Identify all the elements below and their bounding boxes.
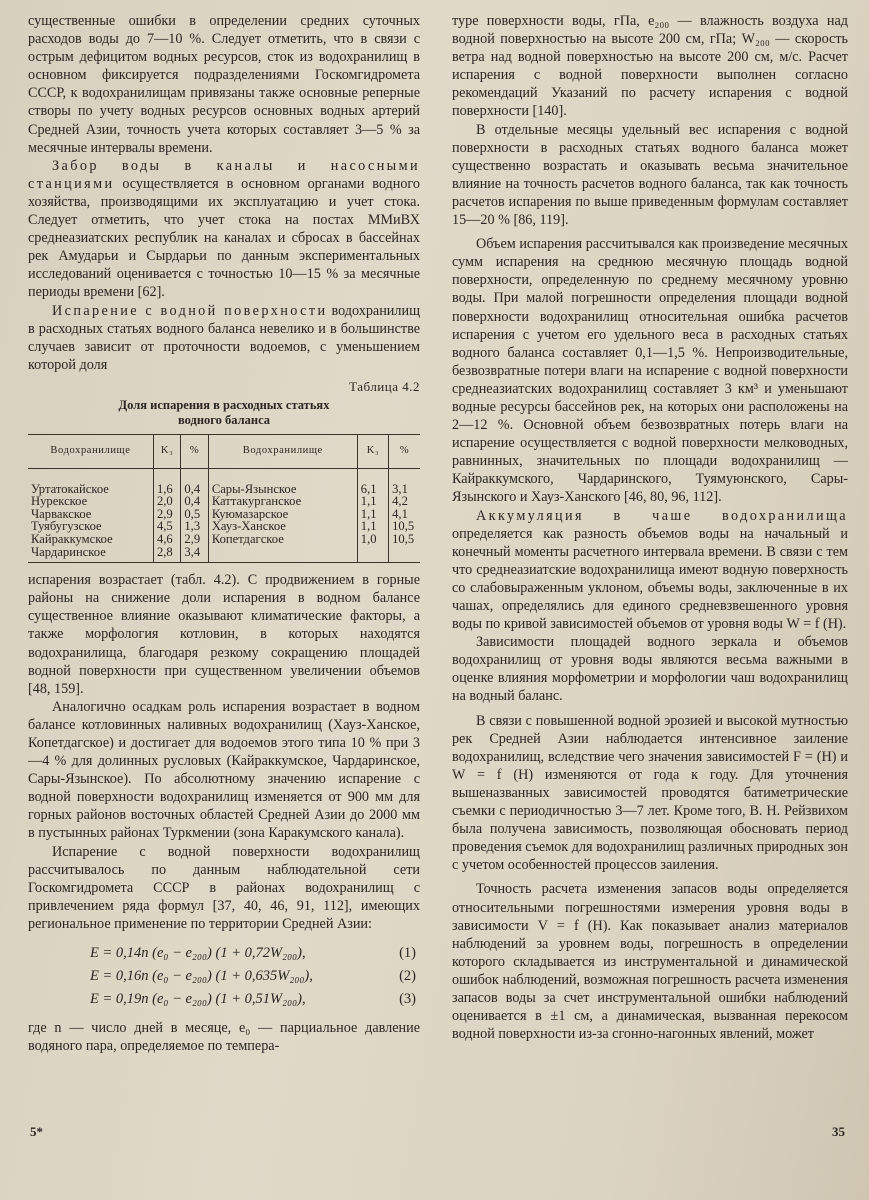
formula-2	[28, 967, 420, 985]
table-cell: Чарвакское	[28, 508, 153, 521]
table-cell: Уртатокайское	[28, 468, 153, 495]
formula-number: (1)	[399, 945, 416, 961]
table-cell: 1,1	[357, 508, 388, 521]
table-cell: Куюмазарское	[208, 508, 357, 521]
table-cell: 2,8	[153, 546, 180, 563]
table-cell: Каттакурганское	[208, 495, 357, 508]
table-header: K₃	[357, 434, 388, 468]
table-cell: 4,5	[153, 520, 180, 533]
paragraph-text: определяется как разность объемов воды на начальный и конечный моменты расчетного интервала времени. В связи с тем что среднеазиатские водохранилища имеют водную поверхность со слабовыраженным уклоном, объемы воды, заключенные в их чашах, определялись для единого средневзвешенного уровня воды по кривой зависимостей объемов от уровня воды W = f (H).	[452, 525, 848, 633]
table-cell: 1,1	[357, 495, 388, 508]
table-cell: 1,6	[153, 468, 180, 495]
table-cell	[389, 546, 420, 563]
table-title-line: Доля испарения в расходных статьях	[118, 397, 330, 412]
formula-1	[28, 944, 420, 962]
table-cell: 6,1	[357, 468, 388, 495]
table-cell: 0,5	[181, 508, 208, 521]
table-cell: 10,5	[392, 531, 415, 546]
formula-expression: E = 0,16n (e₀ − e₂₀₀) (1 + 0,635W₂₀₀),	[90, 968, 313, 985]
left-column	[28, 12, 420, 1055]
paragraph: Зависимости площадей водного зеркала и объемов водохранилищ от уровня воды являются весьма важными в оценке влияния морфометрии и морфологии чаш водохранилищ на водный баланс.	[452, 634, 848, 705]
table-cell: 0,4	[181, 468, 208, 495]
paragraph: Испарение с водной поверхности водохранилищ рассчитывалось по данным наблюдательной сети Госкомгидромета СССР в районах водохранилищ с привлечением ряда формул [37, 40, 46, 91, 112], имеющих региональное применение по территории Средней Азии:	[28, 843, 420, 932]
paragraph: испарения возрастает (табл. 4.2). С продвижением в горные районы на снижение доли испарения в водном балансе существенное влияние оказывают климатические факторы, а также морфология котловин, в которых находятся водохранилища, благодаря резкому сокращению площадей водной поверхности при существенном увеличении объемов [48, 159].	[28, 572, 420, 697]
table-caption: Таблица 4.2	[349, 378, 420, 394]
page-number: 35	[832, 1124, 845, 1139]
table-cell: Нурекское	[28, 495, 153, 508]
right-column	[452, 12, 848, 1043]
paragraph: В отдельные месяцы удельный вес испарения с водной поверхности в расходных статьях водного баланса может существенно возрастать и оказывать весьма значительное влияние на точность расчетов водного баланса, так как точность расчетов испарения по выше приведенным формулам составляет 15—20 % [86, 119].	[452, 121, 848, 229]
paragraph: туре поверхности воды, гПа, e₂₀₀ — влажность воздуха над водной поверхностью на высоте 200 см, гПа; W₂₀₀ — скорость ветра над водной поверхностью на высоте 200 см, м/с. Расчет испарения с водной поверхности выполнен согласно рекомендаций Указаний по расчету испарения с водной поверхности [140].	[452, 13, 848, 120]
table-header: %	[181, 434, 208, 468]
table-cell: Сары-Язынское	[208, 468, 357, 495]
formula-3	[28, 990, 420, 1008]
table-cell: 2,9	[153, 508, 180, 521]
table-cell: 0,4	[181, 495, 208, 508]
table-cell: Копетдагское	[208, 533, 357, 546]
table-row	[28, 533, 420, 546]
table-cell	[357, 546, 388, 563]
paragraph-text: осуществляется в основном органами водного хозяйства, производящими их эксплуатацию и учет стока. Следует отметить, что учет стока на постах ММиВХ среднеазиатских республик на каналах и сбросах в бассейнах рек Амударьи и Сырдарьи по данным экспериментальных исследований оценивается с точностью 10—15 % за месячные периоды времени [62].	[28, 175, 420, 301]
table-cell: 10,5	[392, 519, 415, 534]
paragraph: Аналогично осадкам роль испарения возрастает в водном балансе котловинных наливных водохранилищ (Хауз-Ханское, Копетдагское) и достигает для водоемов этого типа 10 % при 3—4 % для долинных русловых (Кайраккумское, Чардаринское, Сары-Язынское). По абсолютному значению испарение с водной поверхности водохранилищ изменяется от 900 мм для горных районов восточных областей Средней Азии до 2000 мм в пустынных районах Туркмении (зона Каракумского канала).	[28, 698, 420, 842]
paragraph: где n — число дней в месяце, e₀ — парциальное давление водяного пара, определяемое по темпера-	[28, 1020, 420, 1055]
table-row	[28, 495, 420, 508]
table-cell: 4,6	[153, 533, 180, 546]
paragraph	[452, 507, 848, 634]
table-cell: 3,1	[392, 481, 408, 496]
table-cell: 4,2	[392, 494, 408, 509]
spaced-lead: Забор воды в каналы и насосными станциями	[28, 157, 420, 192]
table-title	[28, 398, 420, 428]
table-cell: 1,1	[357, 520, 388, 533]
table-cell: Чардаринское	[28, 546, 153, 563]
table-title-line: водного баланса	[177, 412, 271, 427]
formula-expression: E = 0,14n (e₀ − e₂₀₀) (1 + 0,72W₂₀₀),	[90, 945, 306, 961]
paragraph: Точность расчета изменения запасов воды определяется относительными погрешностями измерения уровня воды в зависимости V = f (H). Как показывает анализ материалов наблюдений за уровнем воды, погрешность в определении которого складывается из инструментальной и динамической ошибок наблюдений, возможная погрешность расчета изменения запасов воды за счет инструментальной ошибки наблюдений оценивается в ±1 см, а динамическая, вызванная перекосом водной поверхности из-за сгонно-нагонных явлений, может	[452, 881, 848, 1043]
table-cell: 4,1	[392, 506, 408, 521]
evaporation-table	[28, 434, 420, 563]
formula-expression: E = 0,19n (e₀ − e₂₀₀) (1 + 0,51W₂₀₀),	[90, 991, 306, 1008]
paragraph: Объем испарения рассчитывался как произведение месячных сумм испарения на среднюю месячную площадь водной поверхности, определенную по среднему месячному уровню воды. При малой погрешности определения площади водной поверхности водохранилищ относительная ошибка расчетов испарения с учетом его удельного веса в расходных статьях водного баланса составляет 0,1—1,5 %. Непроизводительные, безвозвратные потери влаги на испарение с водной поверхности среднеазиатских водохранилищ составляет 3 км³ и уменьшают водные ресурсы бассейнов рек, на которых они расположены на 2—12 %. Основной объем безвозвратных потерь влаги на испарение осуществляется с водной поверхности мелководных, равнинных, значительных по площади водохранилищ — Кайраккумского, Чардаринского, Туямуюнского, Сары-Язынского и Хауз-Ханского [46, 80, 96, 112].	[452, 236, 848, 506]
formula-number: (3)	[399, 991, 416, 1008]
table-header: K₃	[153, 434, 180, 468]
signature-mark: 5*	[30, 1124, 43, 1139]
spaced-lead: Аккумуляция в чаше водохранилища	[476, 507, 848, 524]
table-row	[28, 468, 420, 495]
table-cell: Хауз-Ханское	[208, 520, 357, 533]
table-header-row	[28, 434, 420, 468]
table-cell: 2,9	[181, 533, 208, 546]
table-cell: 2,0	[153, 495, 180, 508]
table-cell: 1,0	[357, 533, 388, 546]
spaced-lead: Испарение с водной поверхности	[52, 302, 328, 319]
table-cell: Кайраккумское	[28, 533, 153, 546]
table-row	[28, 546, 420, 563]
table-cell: 3,4	[181, 546, 208, 563]
paragraph	[28, 157, 420, 302]
paragraph	[28, 302, 420, 374]
paragraph: В связи с повышенной водной эрозией и высокой мутностью рек Средней Азии наблюдается интенсивное заиление водохранилищ, вследствие чего значения зависимостей F = (H) и W = f (H) изменяются от года к году. Для уточнения вышеназванных зависимостей проводятся батиметрические съемки с периодичностью 3—7 лет. Кроме того, В. Н. Рейзвихом была получена зависимость, позволяющая обосновать период проведения съемок для водохранилищ различных природных зон с учетом особенностей процессов заиления.	[452, 712, 848, 874]
formula-number: (2)	[399, 968, 416, 985]
table-header: %	[389, 434, 420, 468]
table-cell: 1,3	[181, 520, 208, 533]
paragraph-text: водохранилищ в расходных статьях водного баланса невелико и в большинстве случаев зависит от проточности водоемов, с уменьшением которой доля	[28, 302, 420, 373]
table-header: Водохранилище	[208, 434, 357, 468]
table-header: Водохранилище	[28, 434, 153, 468]
table-cell: Туябугузское	[28, 520, 153, 533]
paragraph: существенные ошибки в определении средних суточных расходов воды до 7—10 %. Следует отметить, что в связи с острым дефицитом водных ресурсов, сток из водохранилищ в основном фиксируется подразделениями Госкомгидромета СССР, к водохранилищам привязаны также основные реперные створы по учету водных ресурсов основных водных артерий Средней Азии, точность учета которых составляет 3—5 % за месячные интервалы времени.	[28, 13, 420, 156]
table-cell	[208, 546, 357, 563]
